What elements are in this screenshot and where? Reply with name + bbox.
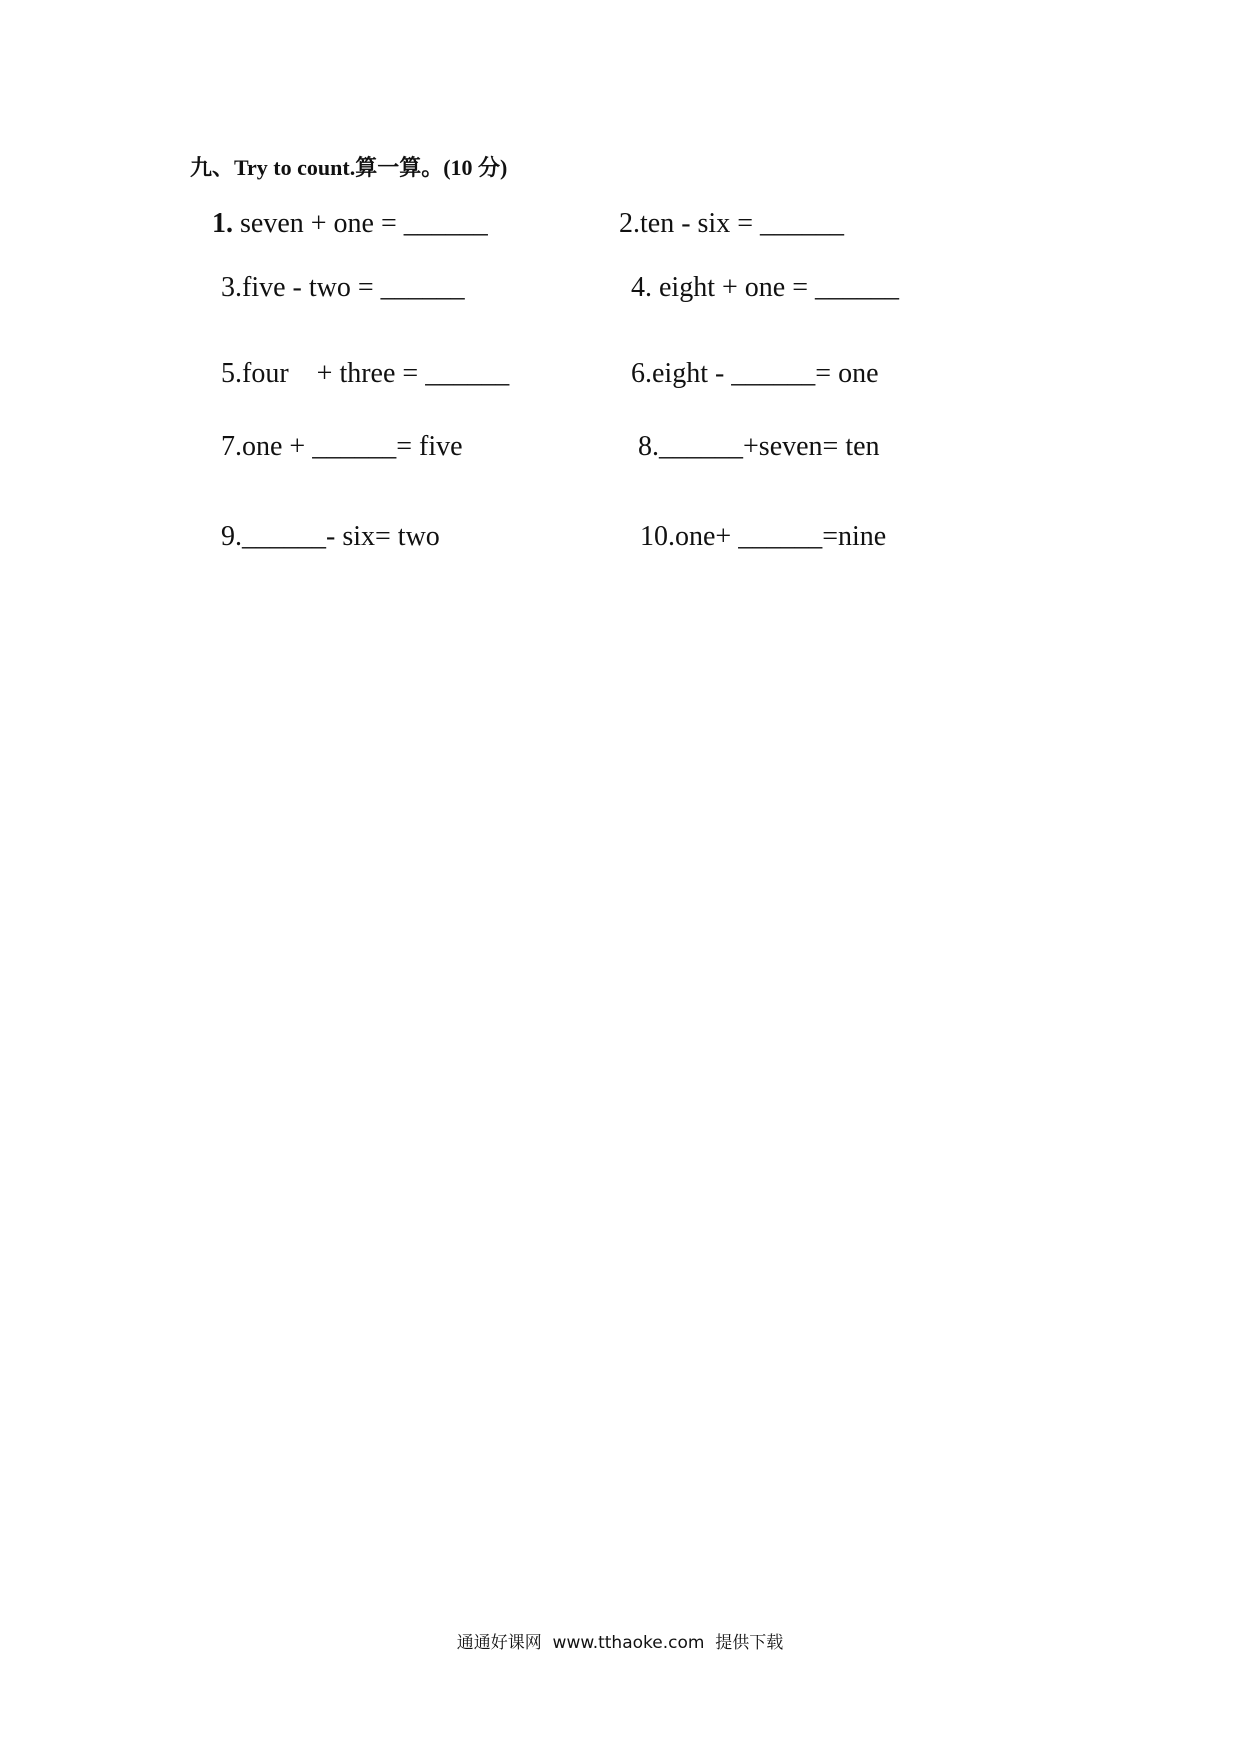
item-text: five - two = ______ (242, 272, 465, 303)
exercise-item-9 (221, 519, 440, 555)
item-number: 10. (640, 521, 675, 552)
item-number: 8. (638, 431, 659, 462)
item-number: 6. (631, 358, 652, 389)
item-number: 3. (221, 272, 242, 303)
exercise-item-6 (631, 356, 879, 392)
item-text: ______+seven= ten (659, 431, 880, 462)
item-number: 7. (221, 431, 242, 462)
exercise-item-4 (631, 270, 899, 306)
item-text: one+ ______=nine (675, 521, 887, 552)
item-number: 1. (212, 208, 233, 239)
exercise-item-10 (640, 519, 886, 555)
item-number: 2 (619, 208, 633, 239)
section-heading: 九、Try to count.算一算。(10 分) (190, 155, 508, 180)
item-number: 5. (221, 358, 242, 389)
exercise-item-3 (221, 270, 465, 306)
item-text: four + three = ______ (242, 358, 510, 389)
item-number: 9. (221, 521, 242, 552)
exercise-item-8 (638, 429, 880, 465)
exercise-item-1 (212, 206, 488, 242)
item-text: seven + one = ______ (233, 208, 488, 239)
item-text: one + ______= five (242, 431, 463, 462)
footer-credit: 通通好课网 www.tthaoke.com 提供下载 (456, 1633, 784, 1653)
exercise-item-2 (619, 206, 844, 242)
item-text: eight + one = ______ (652, 272, 899, 303)
exercise-item-7 (221, 429, 463, 465)
item-text: eight - ______= one (652, 358, 879, 389)
item-text: ______- six= two (242, 521, 440, 552)
exercise-item-5 (221, 356, 509, 392)
item-text: .ten - six = ______ (633, 208, 844, 239)
item-number: 4. (631, 272, 652, 303)
